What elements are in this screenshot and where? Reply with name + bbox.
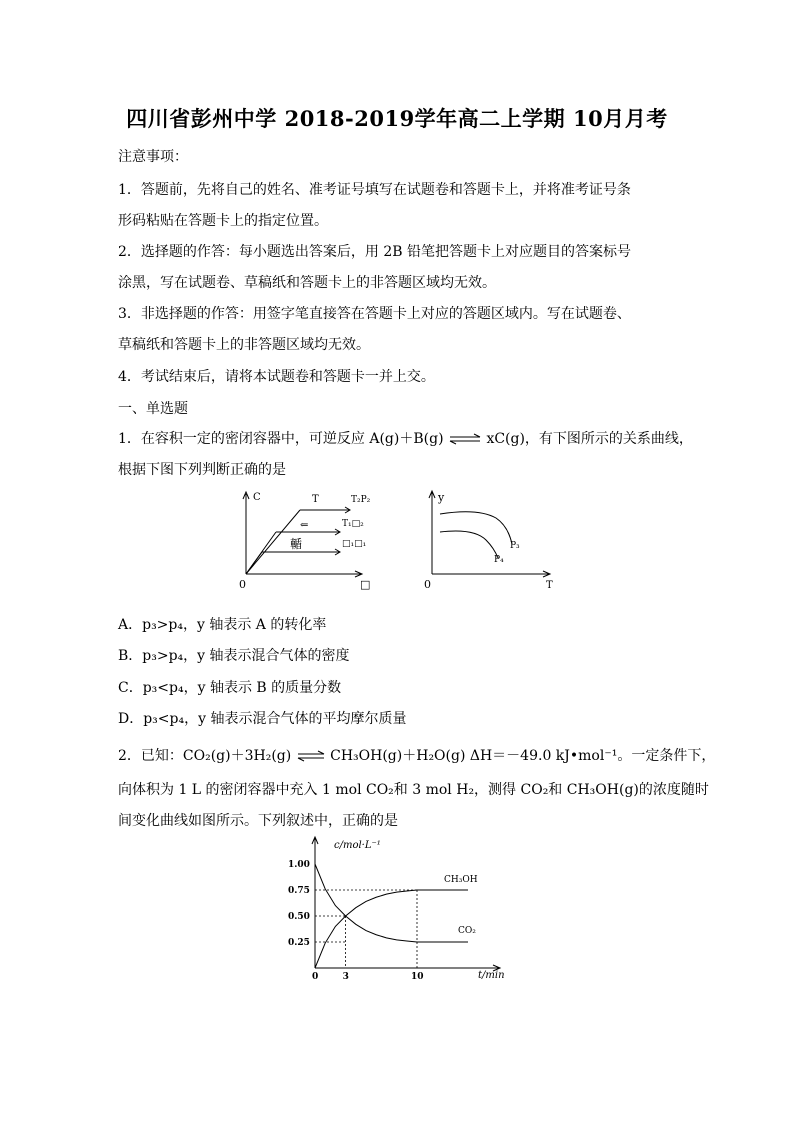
notice-line-3: 2．选择题的作答：每小题选出答案后，用 2B 铅笔把答题卡上对应题目的答案标号 <box>118 244 632 260</box>
x-tick-label: 10 <box>411 972 424 980</box>
right-label-p3: P₃ <box>510 541 520 551</box>
section-heading: 一、单选题 <box>118 401 188 417</box>
right-origin: 0 <box>424 578 431 591</box>
left-xlabel: □ <box>360 578 371 591</box>
q2-stem-part-b: CH₃OH(g)＋H₂O(g) ΔH＝－49.0 kJ•mol⁻¹。一定条件下， <box>330 748 716 764</box>
q1-option-a: A．p₃>p₄，y 轴表示 A 的转化率 <box>118 617 327 633</box>
chart-xlabel: t/min <box>478 970 505 980</box>
q2-stem-line-2: 向体积为 1 L 的密闭容器中充入 1 mol CO₂和 3 mol H₂，测得 CO₂和 CH₃OH(g)的浓度随时 <box>118 782 709 798</box>
q1-option-b: B．p₃>p₄，y 轴表示混合气体的密度 <box>118 648 350 664</box>
left-label-t1p2: T₁□₂ <box>342 519 364 529</box>
q1-stem-line-2: 根据下图下列判断正确的是 <box>118 462 286 478</box>
y-tick-label: 0.75 <box>288 886 310 896</box>
right-label-p4: P₄ <box>494 555 504 565</box>
notice-heading: 注意事项： <box>118 149 188 165</box>
curve-p4 <box>440 531 498 558</box>
left-label-t: T <box>312 494 319 505</box>
q2-stem-part-a: 2．已知：CO₂(g)＋3H₂(g) <box>118 748 292 764</box>
q2-concentration-chart <box>282 834 512 980</box>
q1-figure-right <box>418 488 560 592</box>
left-label-t2p2: T₂P₂ <box>351 495 371 505</box>
notice-line-2: 形码粘贴在答题卡上的指定位置。 <box>118 213 328 229</box>
reversible-arrow-icon <box>448 432 482 446</box>
right-xlabel: T <box>546 580 553 591</box>
right-ylabel: y <box>438 491 445 504</box>
y-tick-label: 1.00 <box>288 860 310 870</box>
notice-line-7: 4．考试结束后，请将本试题卷和答题卡一并上交。 <box>118 369 435 385</box>
y-tick-label: 0.50 <box>288 912 310 922</box>
chart-ylabel: c/mol·L⁻¹ <box>334 840 381 851</box>
q1-option-d: D．p₃<p₄，y 轴表示混合气体的平均摩尔质量 <box>118 711 407 727</box>
y-tick-label: 0.25 <box>288 938 310 948</box>
notice-line-5: 3．非选择题的作答：用签字笔直接答在答题卡上对应的答题区域内。写在试题卷、 <box>118 306 631 322</box>
q2-stem-line-1 <box>118 745 715 765</box>
curve-ch3oh <box>315 890 468 968</box>
series-label-ch3oh: CH₃OH <box>444 875 478 885</box>
left-origin: 0 <box>239 578 246 591</box>
left-label-glyph: 輴 <box>290 537 303 551</box>
q1-figure-left <box>232 488 380 592</box>
left-label-t1p1: □₁□₁ <box>342 539 367 549</box>
curve-p3 <box>440 512 512 544</box>
x-tick-label: 0 <box>312 972 319 980</box>
q1-stem-part-a: 1．在容积一定的密闭容器中，可逆反应 A(g)＋B(g) <box>118 431 444 447</box>
series-label-co2: CO₂ <box>458 926 476 936</box>
left-ylabel: C <box>253 492 261 503</box>
reversible-arrow-icon <box>296 749 326 763</box>
left-label-arrow: ⇐ <box>300 520 309 531</box>
notice-line-4: 涂黑，写在试题卷、草稿纸和答题卡上的非答题区域均无效。 <box>118 275 496 291</box>
page-title: 四川省彭州中学 2018-2019学年高二上学期 10月月考 <box>126 106 668 131</box>
notice-line-6: 草稿纸和答题卡上的非答题区域均无效。 <box>118 337 370 353</box>
q2-stem-line-3: 间变化曲线如图所示。下列叙述中，正确的是 <box>118 813 398 829</box>
q1-stem-line-1 <box>118 428 693 448</box>
x-tick-label: 3 <box>342 972 349 980</box>
q1-option-c: C．p₃<p₄，y 轴表示 B 的质量分数 <box>118 680 342 696</box>
q1-stem-part-b: xC(g)，有下图所示的关系曲线， <box>486 431 693 447</box>
notice-line-1: 1．答题前，先将自己的姓名、准考证号填写在试题卷和答题卡上，并将准考证号条 <box>118 182 631 198</box>
